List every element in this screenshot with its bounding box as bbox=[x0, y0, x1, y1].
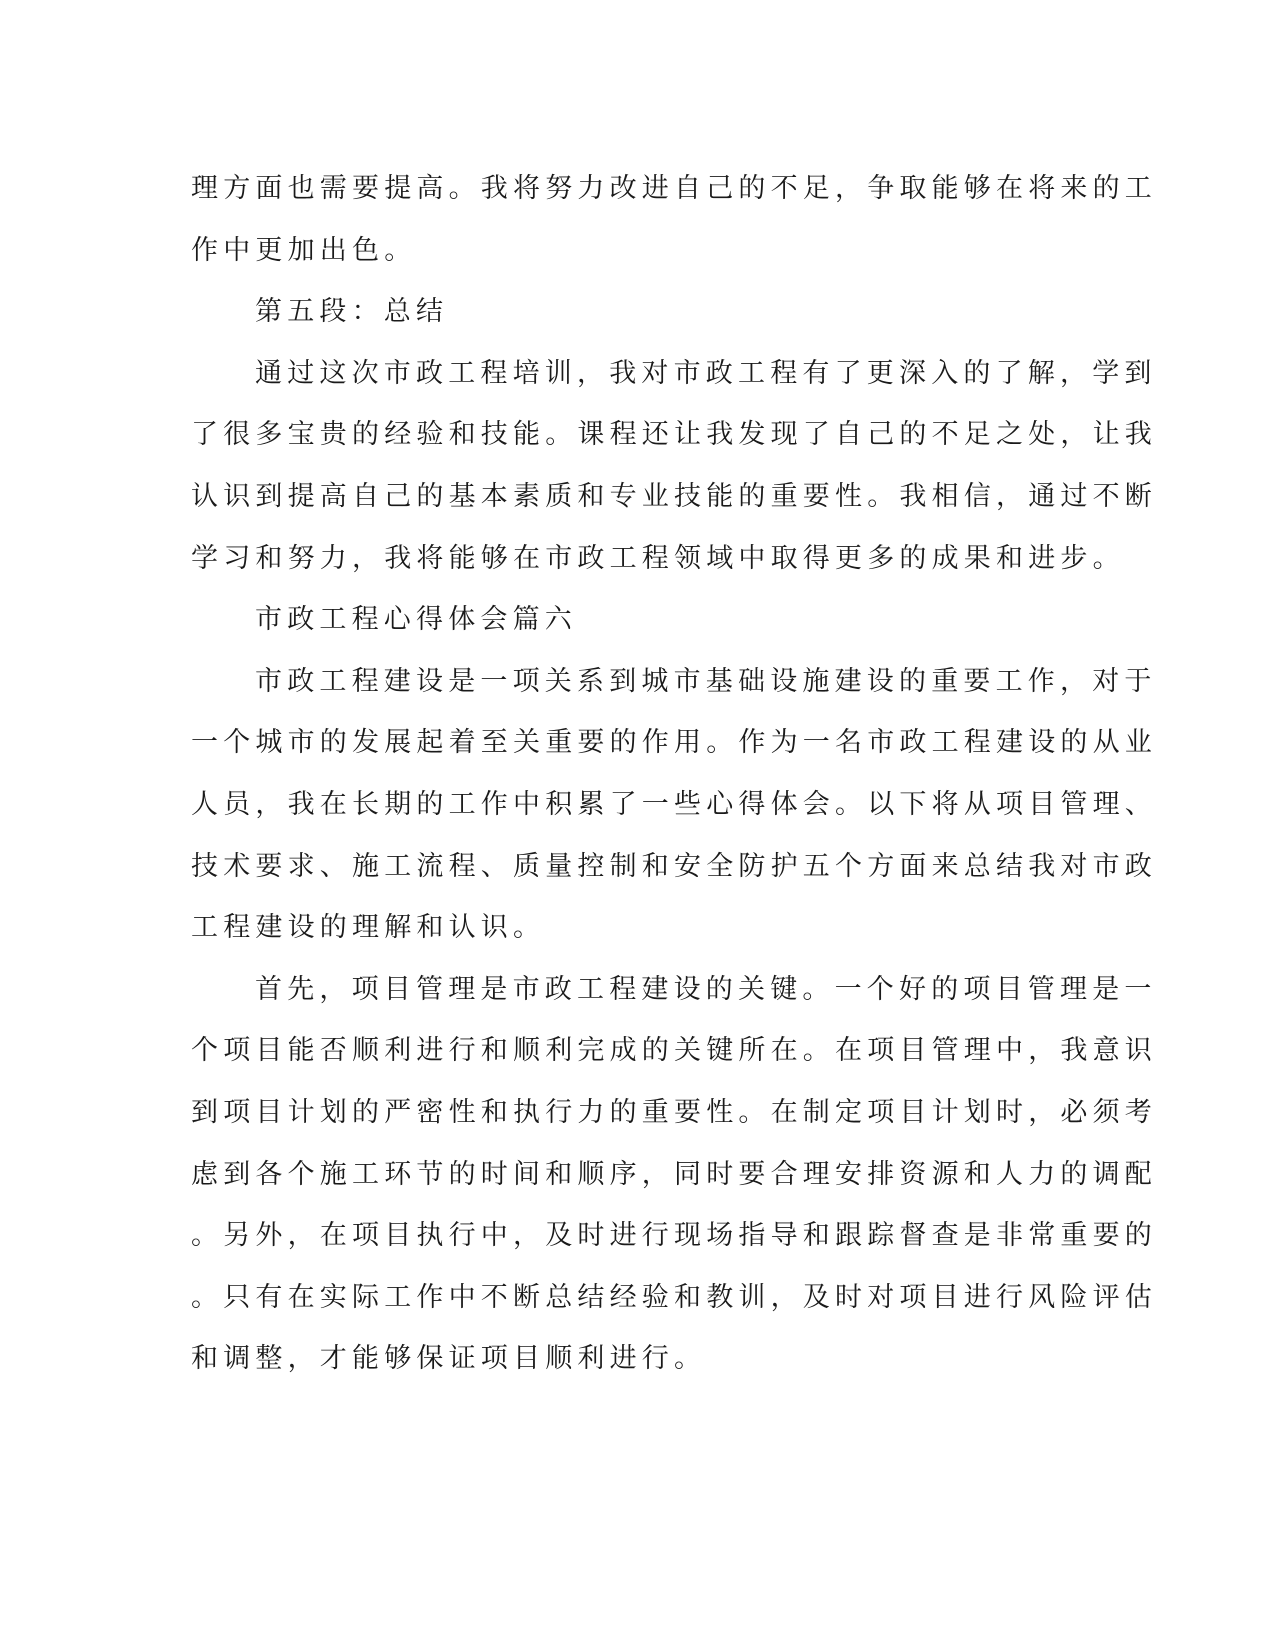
body-line: 。只有在实际工作中不断总结经验和教训，及时对项目进行风险评估 bbox=[191, 1281, 1157, 1313]
body-line: 工程建设的理解和认识。 bbox=[191, 912, 546, 944]
body-line: 人员，我在长期的工作中积累了一些心得体会。以下将从项目管理、 bbox=[191, 788, 1157, 820]
body-line: 到项目计划的严密性和执行力的重要性。在制定项目计划时，必须考 bbox=[191, 1096, 1157, 1128]
body-line: 虑到各个施工环节的时间和顺序，同时要合理安排资源和人力的调配 bbox=[191, 1158, 1157, 1190]
body-line: 。另外，在项目执行中，及时进行现场指导和跟踪督查是非常重要的 bbox=[191, 1220, 1157, 1252]
body-line: 一个城市的发展起着至关重要的作用。作为一名市政工程建设的从业 bbox=[191, 727, 1157, 759]
section-heading: 市政工程心得体会篇六 bbox=[255, 604, 577, 636]
section-heading: 第五段：总结 bbox=[255, 296, 449, 328]
body-line: 了很多宝贵的经验和技能。课程还让我发现了自己的不足之处，让我 bbox=[191, 419, 1157, 451]
body-line: 技术要求、施工流程、质量控制和安全防护五个方面来总结我对市政 bbox=[191, 850, 1157, 882]
document-body bbox=[191, 158, 1157, 1390]
body-line: 理方面也需要提高。我将努力改进自己的不足，争取能够在将来的工 bbox=[191, 173, 1157, 204]
body-line: 作中更加出色。 bbox=[191, 234, 417, 266]
paragraph-first-line: 通过这次市政工程培训，我对市政工程有了更深入的了解，学到 bbox=[255, 357, 1157, 389]
body-line: 个项目能否顺利进行和顺利完成的关键所在。在项目管理中，我意识 bbox=[191, 1035, 1157, 1067]
paragraph-first-line: 首先，项目管理是市政工程建设的关键。一个好的项目管理是一 bbox=[255, 973, 1157, 1005]
body-line: 认识到提高自己的基本素质和专业技能的重要性。我相信，通过不断 bbox=[191, 480, 1157, 512]
body-line: 学习和努力，我将能够在市政工程领域中取得更多的成果和进步。 bbox=[191, 542, 1125, 574]
body-line: 和调整，才能够保证项目顺利进行。 bbox=[191, 1343, 707, 1375]
paragraph-first-line: 市政工程建设是一项关系到城市基础设施建设的重要工作，对于 bbox=[255, 665, 1157, 697]
